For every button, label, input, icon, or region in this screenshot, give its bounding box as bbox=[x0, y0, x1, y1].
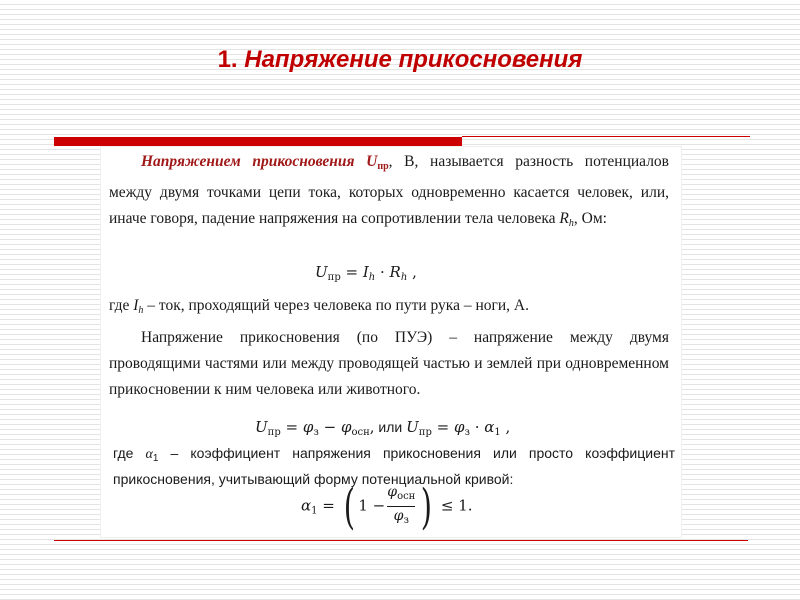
pue-definition-paragraph: Напряжение прикосновения (по ПУЭ) – напряжение между двумя проводящими частями или между проводящей частью и землей при одновременном прикосновении к ним человека или животного. bbox=[109, 329, 669, 398]
top-divider-line bbox=[462, 136, 750, 137]
text-block bbox=[100, 146, 682, 538]
bottom-divider-line bbox=[54, 540, 748, 541]
definition-term: Напряжением прикосновения $U_{пр}$ bbox=[141, 153, 389, 172]
slide-title-number: 1. bbox=[217, 46, 238, 73]
slide-title bbox=[0, 46, 800, 74]
formula-coefficient: $\alpha_1$ = ( 1 − $\frac{\varphi_{осн}}{\varphi_з}$ ) ≤ 1. bbox=[301, 478, 473, 535]
formula-ohm: $U_{пр} = I_h \cdot R_h$ , bbox=[315, 263, 417, 283]
definition-paragraph: Напряжением прикосновения $U_{пр}$, В, называется разность потенциалов между двумя точками цепи тока, которых одновременно касается человек, или, иначе говоря, падение напряжения на сопротивлении тела человека Rh, Ом: bbox=[109, 153, 670, 229]
slide-title-text: Напряжение прикосновения bbox=[244, 46, 583, 73]
fraction: $\frac{\varphi_{осн}}{\varphi_з}$ bbox=[387, 484, 416, 526]
formula-potential-difference: $U_{пр} = \varphi_з - \varphi_{осн}$, или $U_{пр} = \varphi_з \cdot \alpha_1$ , bbox=[255, 418, 511, 438]
current-definition-paragraph: где Ih – ток, проходящий через человека по пути рука – ноги, А. bbox=[109, 297, 529, 316]
title-underline-bar bbox=[54, 137, 462, 146]
coefficient-paragraph: где $\alpha_1$ – коэффициент напряжения прикосновения или просто коэффициент прикосновения, учитывающий форму потенциальной кривой: bbox=[113, 445, 675, 487]
